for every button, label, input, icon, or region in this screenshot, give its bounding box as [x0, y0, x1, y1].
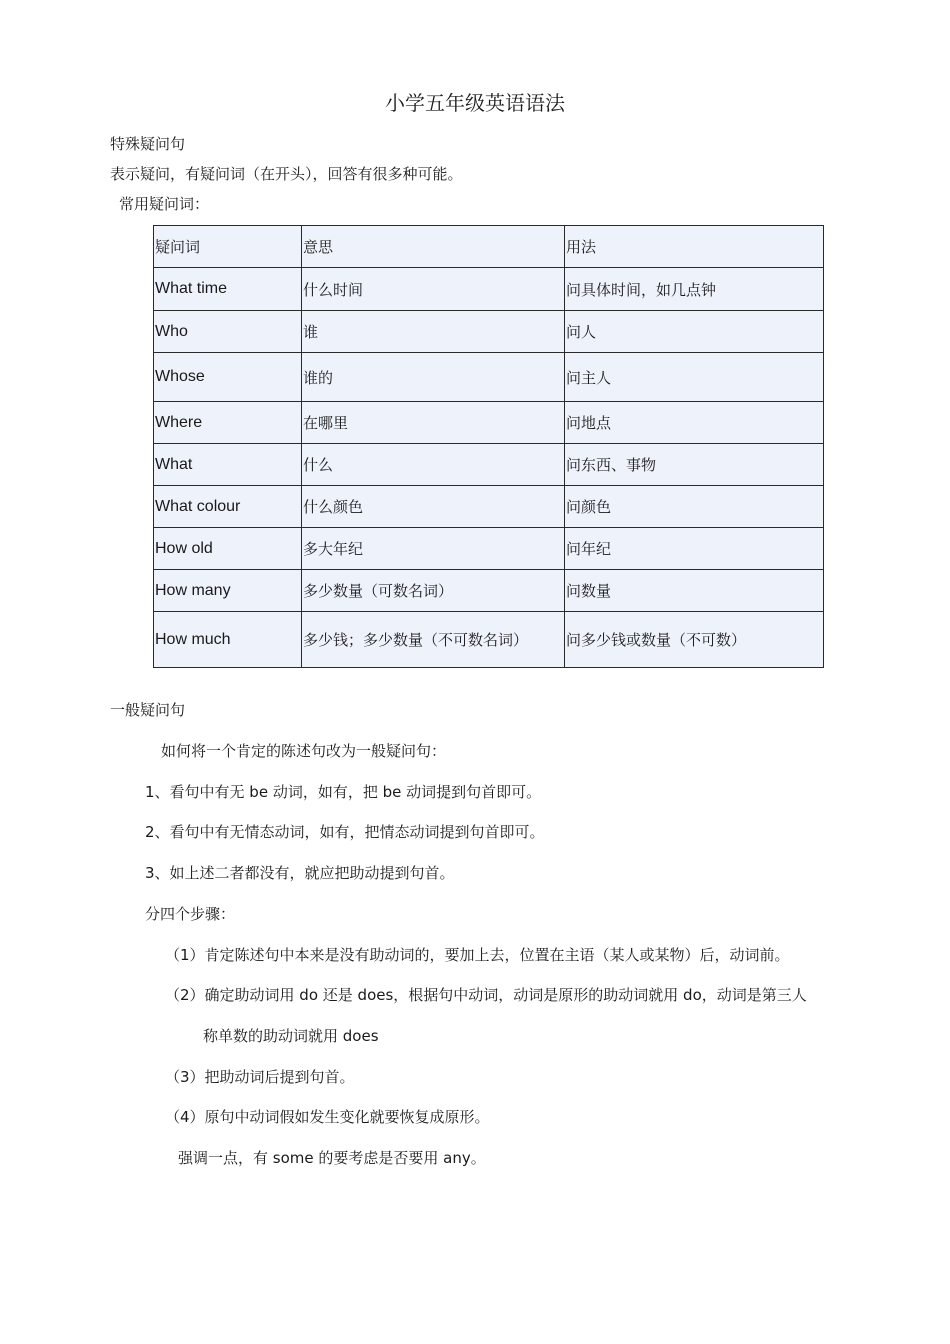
usage-cell: 问具体时间，如几点钟	[565, 268, 824, 311]
table-row	[154, 311, 824, 353]
usage-cell: 问多少钱或数量（不可数）	[565, 612, 824, 668]
question-word-cell: How much	[154, 612, 302, 668]
table-row	[154, 486, 824, 528]
meaning-cell: 谁的	[302, 353, 565, 402]
question-word-cell: What time	[154, 268, 302, 311]
meaning-cell: 什么	[302, 444, 565, 486]
question-word-cell: Where	[154, 402, 302, 444]
section-heading-special-questions: 特殊疑问句	[110, 135, 186, 153]
table-row	[154, 570, 824, 612]
table-row	[154, 528, 824, 570]
usage-cell: 问主人	[565, 353, 824, 402]
usage-cell: 问东西、事物	[565, 444, 824, 486]
step-item: （4）原句中动词假如发生变化就要恢复成原形。	[165, 1108, 490, 1126]
usage-cell: 问人	[565, 311, 824, 353]
step-item: （3）把助动词后提到句首。	[165, 1068, 355, 1086]
step-item: （1）肯定陈述句中本来是没有助动词的，要加上去，位置在主语（某人或某物）后，动词前。	[165, 946, 790, 964]
question-word-cell: How old	[154, 528, 302, 570]
meaning-cell: 多少钱；多少数量（不可数名词）	[302, 612, 565, 668]
meaning-cell: 多少数量（可数名词）	[302, 570, 565, 612]
table-row	[154, 268, 824, 311]
table-row	[154, 444, 824, 486]
table-row	[154, 402, 824, 444]
page-title: 小学五年级英语语法	[385, 91, 565, 115]
meaning-cell: 什么颜色	[302, 486, 565, 528]
emphasis-note: 强调一点，有 some 的要考虑是否要用 any。	[178, 1149, 486, 1167]
special-questions-description: 表示疑问，有疑问词（在开头），回答有很多种可能。	[110, 165, 463, 183]
question-word-cell: What	[154, 444, 302, 486]
question-word-cell: Whose	[154, 353, 302, 402]
usage-cell: 问颜色	[565, 486, 824, 528]
question-words-table	[153, 225, 824, 668]
question-word-cell: Who	[154, 311, 302, 353]
step-item-continuation: 称单数的助动词就用 does	[203, 1027, 379, 1045]
meaning-cell: 谁	[302, 311, 565, 353]
question-word-cell: How many	[154, 570, 302, 612]
table-intro: 常用疑问词：	[119, 195, 210, 213]
header-question-word: 疑问词	[154, 226, 302, 268]
step-item: （2）确定助动词用 do 还是 does，根据句中动词，动词是原形的助动词就用 do，动词是第三人	[165, 986, 807, 1004]
meaning-cell: 什么时间	[302, 268, 565, 311]
meaning-cell: 多大年纪	[302, 528, 565, 570]
table-row	[154, 612, 824, 668]
rule-item: 2、看句中有无情态动词，如有，把情态动词提到句首即可。	[145, 823, 545, 841]
steps-heading: 分四个步骤：	[145, 905, 236, 923]
table-row	[154, 353, 824, 402]
table-header-row	[154, 226, 824, 268]
question-word-cell: What colour	[154, 486, 302, 528]
usage-cell: 问地点	[565, 402, 824, 444]
meaning-cell: 在哪里	[302, 402, 565, 444]
usage-cell: 问数量	[565, 570, 824, 612]
rule-item: 1、看句中有无 be 动词，如有，把 be 动词提到句首即可。	[145, 783, 542, 801]
header-meaning: 意思	[302, 226, 565, 268]
usage-cell: 问年纪	[565, 528, 824, 570]
rule-item: 3、如上述二者都没有，就应把助动提到句首。	[145, 864, 455, 882]
header-usage: 用法	[565, 226, 824, 268]
section-heading-general-questions: 一般疑问句	[110, 701, 186, 719]
general-questions-intro: 如何将一个肯定的陈述句改为一般疑问句：	[161, 742, 447, 760]
